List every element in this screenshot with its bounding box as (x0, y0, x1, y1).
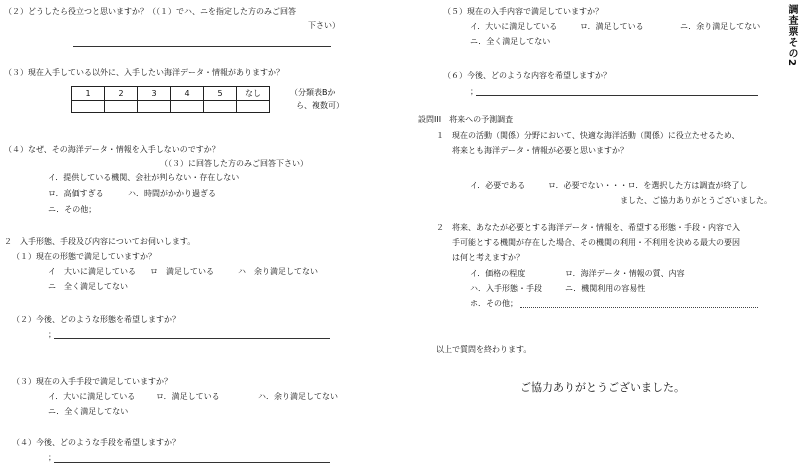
answer-5-b: ロ．満足している (580, 22, 644, 31)
answer-line-2-2[interactable] (54, 338, 330, 339)
choice-5[interactable]: 5 (204, 87, 237, 101)
answer-2-3-c: ハ．余り満足してない (258, 392, 338, 401)
question-3-2-line1: ２ 将来、あなたが必要とする海洋データ・情報を、希望する形態・手段・内容で入 (436, 223, 740, 232)
thank-you-message: ご協力ありがとうございました。 (520, 381, 685, 394)
answer-2-1-d: ニ 全く満足してない (48, 282, 128, 291)
answer-3-1-a: イ．必要である (470, 181, 526, 190)
question-3-2-line2: 手可能とする機関が存在した場合、その機関の利用・不利用を決める最大の要因 (452, 238, 740, 247)
form-sheet-label: 調査票その2 (786, 4, 797, 67)
question-2-4: （４）今後、どのような手段を希望しますか？ (12, 438, 180, 447)
question-3-1-line1: １ 現在の活動（関係）分野において、快適な海洋活動（関係）に役立たせるため、 (436, 131, 740, 140)
question-5: （５）現在の入手内容で満足していますか？ (443, 7, 603, 16)
answer-3-2-e: ホ．その他； (470, 299, 518, 308)
answer-mark: ； (48, 330, 56, 339)
answer-2-3-b: ロ．満足している (156, 392, 220, 401)
choice-table (71, 86, 270, 113)
question-1-2: （２）どうしたら役立つと思いますか？（（１）でハ、ニを指定した方のみご回答 (4, 7, 296, 16)
answer-mark: ； (48, 453, 56, 462)
answer-1-4-a: イ．提供している機関、会社が判らない・存在しない (48, 173, 240, 182)
choice-1[interactable]: 1 (72, 87, 105, 101)
answer-3-2-a: イ．価格の程度 (470, 269, 526, 278)
answer-3-1-b-cont: ました、ご協力ありがとうございました。 (620, 196, 772, 205)
answer-3-2-b: ロ．海洋データ・情報の質、内容 (565, 269, 685, 278)
question-1-4: （４）なぜ、その海洋データ・情報を入手しないのですか？ (4, 145, 220, 154)
blank-cell[interactable] (171, 101, 204, 113)
question-3-1-line2: 将来とも海洋データ・情報が必要と思いますか？ (452, 146, 628, 155)
blank-cell[interactable] (237, 101, 270, 113)
question-1-4-note: （（３）に回答した方のみご回答下さい） (160, 159, 308, 168)
question-2-3: （３）現在の入手手段で満足していますか？ (12, 377, 172, 386)
question-3-2-line3: は何と考えますか？ (452, 253, 524, 262)
section-2-heading: ２ 入手形態、手段及び内容についてお伺いします。 (4, 237, 196, 246)
blank-cell[interactable] (105, 101, 138, 113)
choice-note-2: ら、複数可） (296, 101, 344, 110)
choice-none[interactable]: なし (237, 87, 270, 101)
blank-cell[interactable] (204, 101, 237, 113)
choice-note-1: （分類表Bか (290, 88, 336, 97)
answer-5-c: ニ．余り満足してない (680, 22, 761, 31)
answer-2-1-c: ハ 余り満足してない (238, 267, 318, 276)
choice-3[interactable]: 3 (138, 87, 171, 101)
answer-2-3-a: イ．大いに満足している (48, 392, 136, 401)
blank-cell[interactable] (72, 101, 105, 113)
question-1-3: （３）現在入手している以外に、入手したい海洋データ・情報がありますか？ (4, 68, 284, 77)
answer-2-3-d: ニ．全く満足してない (48, 407, 129, 416)
question-2-2: （２）今後、どのような形態を希望しますか？ (12, 315, 180, 324)
answer-line-6[interactable] (476, 95, 758, 96)
answer-5-d: ニ．全く満足してない (470, 37, 551, 46)
answer-5-a: イ．大いに満足している (470, 22, 558, 31)
answer-3-2-c: ハ．入手形態・手段 (470, 284, 542, 293)
choice-4[interactable]: 4 (171, 87, 204, 101)
answer-3-2-d: ニ．機関利用の容易性 (565, 284, 646, 293)
end-of-questions: 以上で質問を終わります。 (436, 345, 532, 354)
choice-2[interactable]: 2 (105, 87, 138, 101)
question-1-2-cont: 下さい） (308, 21, 340, 30)
answer-3-1-b: ロ．必要でない・・・ロ．を選択した方は調査が終了し (548, 181, 748, 190)
answer-line-3-2[interactable] (520, 307, 758, 308)
answer-mark: ； (470, 87, 478, 96)
answer-2-1-a: イ 大いに満足している (48, 267, 136, 276)
question-2-1: （１）現在の形態で満足していますか？ (12, 252, 156, 261)
blank-cell[interactable] (138, 101, 171, 113)
answer-1-4-b: ロ．高価すぎる (48, 189, 104, 198)
answer-line-1-2[interactable] (73, 46, 331, 47)
answer-line-2-4[interactable] (54, 462, 330, 463)
question-6: （６）今後、どのような内容を希望しますか？ (443, 71, 611, 80)
answer-1-4-d: ニ．その他； (48, 205, 97, 214)
answer-2-1-b: ロ 満足している (150, 267, 214, 276)
answer-1-4-c: ハ．時間がかかり過ぎる (128, 189, 216, 198)
section-3-heading: 設問III 将来への予測調査 (418, 115, 514, 124)
